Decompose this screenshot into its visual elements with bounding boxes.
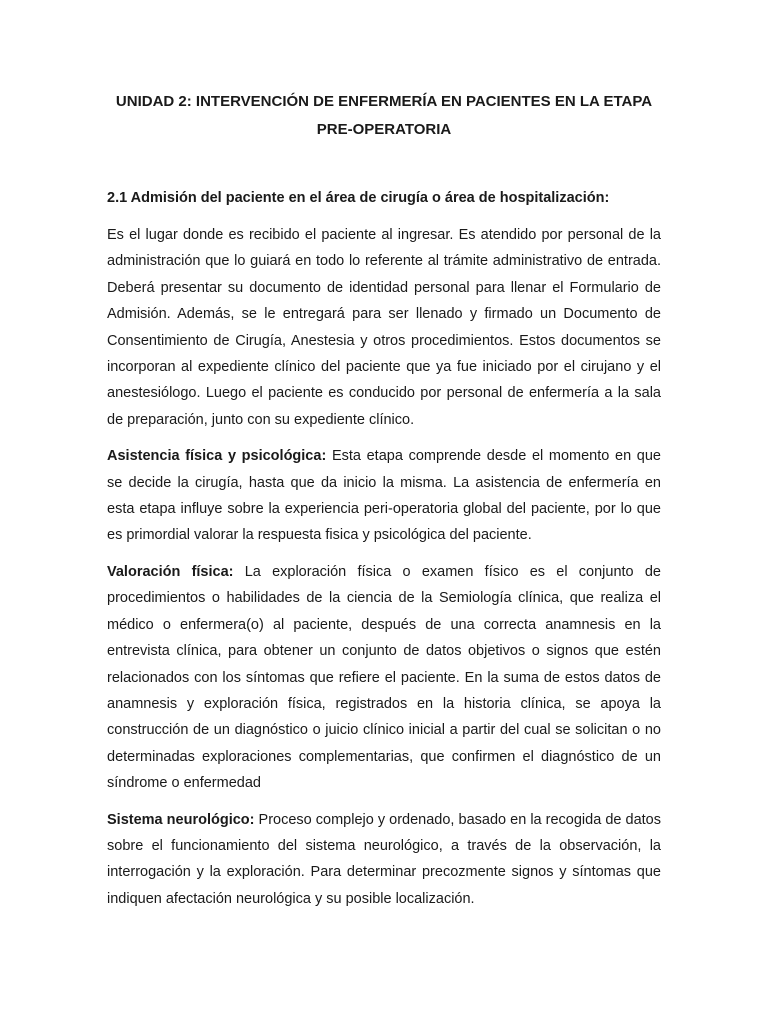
paragraph-text: La exploración física o examen físico es el conjunto de procedimientos o habilidades de la ciencia de la Semiología clínica, que realiza el médico o enfermera(o) al paciente, después de una correcta anamnesis en la entrevista clínica, para obtener un conjunto de datos objetivos o signos que estén relacionados con los síntomas que refiere el paciente. En la suma de estos datos de anamnesis y exploración física, registrados en la historia clínica, se apoya la construcción de un diagnóstico o juicio clínico inicial a partir del cual se solicitan o no determinadas exploraciones complementarias, que confirmen el diagnóstico de un síndrome o enfermedad bbox=[107, 563, 661, 792]
title-line-1: UNIDAD 2: INTERVENCIÓN DE ENFERMERÍA EN PACIENTES EN LA ETAPA bbox=[115, 93, 653, 110]
paragraph-neurologico bbox=[107, 807, 661, 913]
paragraph-text: Es el lugar donde es recibido el paciente al ingresar. Es atendido por personal de la administración que lo guiará en todo lo referente al trámite administrativo de entrada. Deberá presentar su documento de identidad personal para llenar el Formulario de Admisión. Además, se le entregará para ser llenado y firmado un Documento de Consentimiento de Cirugía, Anestesia y otros procedimientos. Estos documentos se incorporan al expediente clínico del paciente que ya fue iniciado por el cirujano y el anestesiólogo. Luego el paciente es conducido por personal de enfermería a la sala de preparación, junto con su expediente clínico. bbox=[107, 227, 661, 428]
paragraph-lead: Valoración física: bbox=[107, 563, 234, 580]
paragraph-lead: Asistencia física y psicológica: bbox=[107, 448, 327, 465]
paragraph-text: Esta etapa comprende desde el momento en que se decide la cirugía, hasta que da inicio la misma. La asistencia de enfermería en esta etapa influye sobre la experiencia peri-operatoria global del paciente, por lo que es primordial valorar la respuesta fisica y psicológica del paciente. bbox=[107, 448, 661, 544]
paragraph-valoracion bbox=[107, 559, 661, 797]
paragraph-lead: Sistema neurológico: bbox=[107, 811, 255, 828]
section-heading: 2.1 Admisión del paciente en el área de cirugía o área de hospitalización: bbox=[107, 190, 610, 206]
paragraph-text: Proceso complejo y ordenado, basado en la recogida de datos sobre el funcionamiento del sistema neurológico, a través de la observación, la interrogación y la exploración. Para determinar precozmente signos y síntomas que indiquen afectación neurológica y su posible localización. bbox=[107, 811, 661, 907]
document-title bbox=[107, 88, 661, 144]
paragraph-admision bbox=[107, 222, 661, 433]
title-line-2: PRE-OPERATORIA bbox=[316, 121, 452, 138]
paragraph-asistencia bbox=[107, 443, 661, 549]
